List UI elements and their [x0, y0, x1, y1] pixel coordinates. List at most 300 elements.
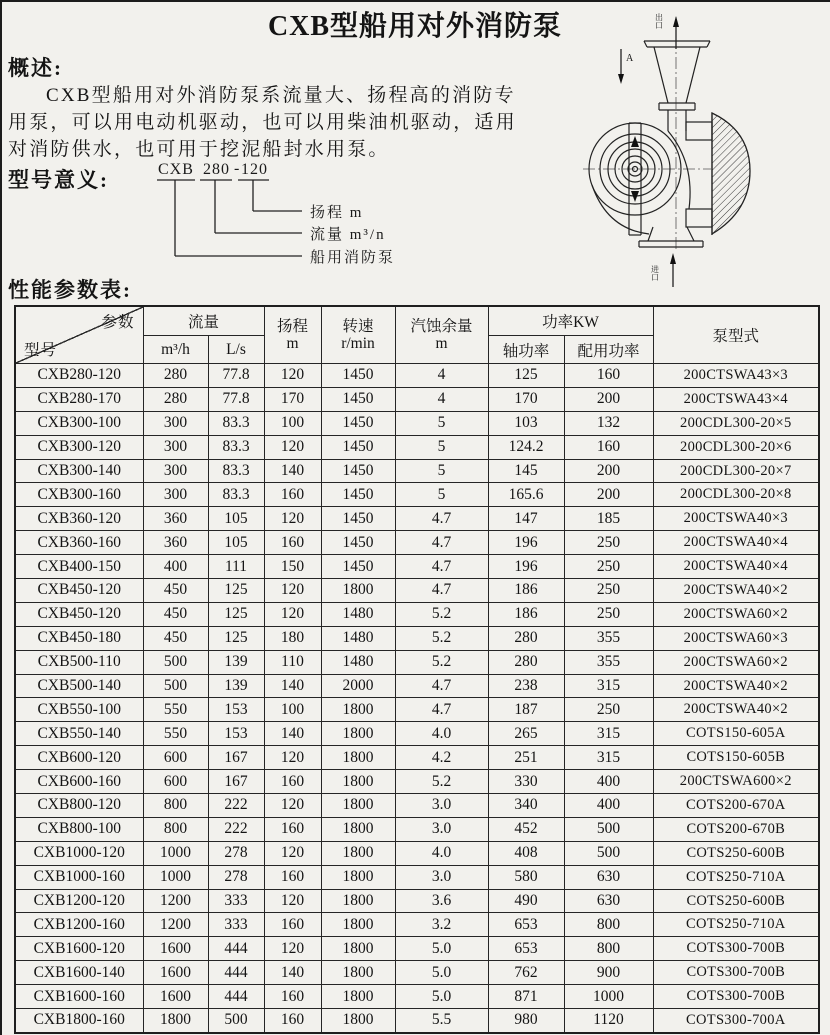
header-head-title: 扬程: [277, 318, 309, 335]
shaft-power-cell: 265: [488, 722, 564, 746]
pump-type-cell: 200CTSWA40×2: [653, 579, 819, 603]
flow-ls-cell: 139: [208, 650, 264, 674]
rated-power-cell: 250: [564, 698, 653, 722]
view-a-arrow: [618, 49, 624, 84]
shaft-power-cell: 280: [488, 626, 564, 650]
shaft-power-cell: 170: [488, 387, 564, 411]
table-row: [15, 937, 819, 961]
npsh-cell: 3.0: [395, 794, 488, 818]
flow-ls-cell: 444: [208, 961, 264, 985]
npsh-cell: 5: [395, 435, 488, 459]
head-cell: 160: [264, 817, 321, 841]
rated-power-cell: 400: [564, 770, 653, 794]
header-pump-type: 泵型式: [653, 306, 819, 364]
model-code-flow: 280: [203, 161, 230, 178]
head-cell: 170: [264, 387, 321, 411]
pump-type-cell: 200CTSWA40×3: [653, 507, 819, 531]
pump-type-cell: COTS250-710A: [653, 865, 819, 889]
pump-type-cell: 200CDL300-20×5: [653, 411, 819, 435]
header-speed: [321, 306, 395, 364]
table-row: [15, 531, 819, 555]
npsh-cell: 4.0: [395, 722, 488, 746]
model-meaning-heading: 型号意义:: [8, 168, 109, 192]
flow-ls-cell: 125: [208, 626, 264, 650]
flow-ls-cell: 153: [208, 698, 264, 722]
model-cell: CXB300-100: [15, 411, 143, 435]
flow-ls-cell: 500: [208, 1009, 264, 1033]
rated-power-cell: 160: [564, 364, 653, 388]
rated-power-cell: 250: [564, 579, 653, 603]
npsh-cell: 5.0: [395, 961, 488, 985]
flow-m3h-cell: 1600: [143, 985, 208, 1009]
model-cell: CXB1600-120: [15, 937, 143, 961]
flow-ls-cell: 83.3: [208, 435, 264, 459]
speed-cell: 1450: [321, 507, 395, 531]
table-row: [15, 459, 819, 483]
head-cell: 160: [264, 985, 321, 1009]
flow-m3h-cell: 500: [143, 674, 208, 698]
head-cell: 160: [264, 531, 321, 555]
head-cell: 120: [264, 579, 321, 603]
shaft-power-cell: 147: [488, 507, 564, 531]
npsh-cell: 5: [395, 411, 488, 435]
flow-ls-cell: 105: [208, 507, 264, 531]
model-cell: CXB400-150: [15, 555, 143, 579]
table-row: [15, 889, 819, 913]
table-row: [15, 555, 819, 579]
rated-power-cell: 200: [564, 483, 653, 507]
npsh-cell: 4.7: [395, 674, 488, 698]
table-row: [15, 435, 819, 459]
flow-m3h-cell: 450: [143, 579, 208, 603]
shaft-power-cell: 871: [488, 985, 564, 1009]
flow-ls-cell: 83.3: [208, 459, 264, 483]
pump-type-cell: COTS300-700B: [653, 961, 819, 985]
npsh-cell: 5.0: [395, 937, 488, 961]
section-arrow-down: [631, 191, 639, 202]
flow-m3h-cell: 600: [143, 770, 208, 794]
model-cell: CXB360-120: [15, 507, 143, 531]
shaft-power-cell: 762: [488, 961, 564, 985]
flow-m3h-cell: 800: [143, 794, 208, 818]
header-npsh-unit: m: [435, 335, 448, 352]
model-cell: CXB450-120: [15, 579, 143, 603]
head-cell: 100: [264, 698, 321, 722]
shaft-power-cell: 125: [488, 364, 564, 388]
shaft-power-cell: 251: [488, 746, 564, 770]
model-cell: CXB1000-160: [15, 865, 143, 889]
overview-line: CXB型船用对外消防泵系流量大、扬程高的消防专: [46, 85, 516, 106]
flow-m3h-cell: 1200: [143, 889, 208, 913]
npsh-cell: 3.2: [395, 913, 488, 937]
model-designation-diagram: [145, 158, 490, 280]
header-head-unit: m: [286, 335, 299, 352]
model-cell: CXB300-120: [15, 435, 143, 459]
model-cell: CXB1800-160: [15, 1009, 143, 1033]
table-row: [15, 411, 819, 435]
pump-type-cell: 200CDL300-20×8: [653, 483, 819, 507]
shaft-power-cell: 580: [488, 865, 564, 889]
head-cell: 120: [264, 507, 321, 531]
flow-ls-cell: 77.8: [208, 387, 264, 411]
marine-fire-pump-label: 船用消防泵: [310, 250, 396, 266]
flow-m3h-cell: 550: [143, 722, 208, 746]
speed-cell: 1800: [321, 579, 395, 603]
flow-ls-cell: 83.3: [208, 483, 264, 507]
npsh-cell: 4.7: [395, 531, 488, 555]
npsh-cell: 4.0: [395, 841, 488, 865]
table-row: [15, 483, 819, 507]
shaft-power-cell: 187: [488, 698, 564, 722]
speed-cell: 1800: [321, 1009, 395, 1033]
npsh-cell: 3.0: [395, 865, 488, 889]
speed-cell: 1800: [321, 794, 395, 818]
overview-line: 对消防供水，也可用于挖泥船封水用泵。: [8, 139, 390, 160]
speed-cell: 1480: [321, 626, 395, 650]
performance-table: [14, 305, 820, 1034]
head-cell: 110: [264, 650, 321, 674]
flow-m3h-cell: 450: [143, 626, 208, 650]
flow-ls-cell: 111: [208, 555, 264, 579]
shaft-power-cell: 280: [488, 650, 564, 674]
pump-type-cell: 200CTSWA40×2: [653, 674, 819, 698]
speed-cell: 1800: [321, 770, 395, 794]
hatched-section: [712, 113, 750, 234]
flow-m3h-cell: 280: [143, 387, 208, 411]
pump-type-cell: 200CDL300-20×6: [653, 435, 819, 459]
inlet-label: 进口: [650, 265, 660, 281]
flow-ls-cell: 77.8: [208, 364, 264, 388]
table-row: [15, 913, 819, 937]
flow-ls-cell: 167: [208, 770, 264, 794]
flow-m3h-cell: 550: [143, 698, 208, 722]
rated-power-cell: 900: [564, 961, 653, 985]
npsh-cell: 5.2: [395, 650, 488, 674]
flow-unit-label: 流量 m³/n: [310, 227, 386, 243]
model-code-separator: -: [234, 160, 240, 177]
shaft-power-cell: 653: [488, 937, 564, 961]
table-row: [15, 985, 819, 1009]
head-cell: 140: [264, 674, 321, 698]
npsh-cell: 5.2: [395, 770, 488, 794]
model-cell: CXB280-120: [15, 364, 143, 388]
head-cell: 160: [264, 770, 321, 794]
shaft-power-cell: 340: [488, 794, 564, 818]
shaft-power-cell: 980: [488, 1009, 564, 1033]
pump-type-cell: COTS250-600B: [653, 841, 819, 865]
model-cell: CXB550-100: [15, 698, 143, 722]
npsh-cell: 5: [395, 483, 488, 507]
head-cell: 140: [264, 722, 321, 746]
model-cell: CXB1600-140: [15, 961, 143, 985]
flow-ls-cell: 444: [208, 985, 264, 1009]
speed-cell: 1800: [321, 817, 395, 841]
pump-type-cell: 200CTSWA60×3: [653, 626, 819, 650]
overview-heading: 概述:: [8, 56, 63, 80]
page-left-border: [0, 0, 2, 1035]
pump-type-cell: 200CTSWA40×4: [653, 555, 819, 579]
speed-cell: 1800: [321, 698, 395, 722]
flow-ls-cell: 153: [208, 722, 264, 746]
speed-cell: 1450: [321, 435, 395, 459]
pump-type-cell: COTS150-605A: [653, 722, 819, 746]
npsh-cell: 3.0: [395, 817, 488, 841]
table-body: [15, 364, 819, 1033]
shaft-power-cell: 165.6: [488, 483, 564, 507]
flow-m3h-cell: 300: [143, 435, 208, 459]
header-head: [264, 306, 321, 364]
npsh-cell: 4.7: [395, 698, 488, 722]
table-row: [15, 1009, 819, 1033]
table-row: [15, 674, 819, 698]
pump-type-cell: COTS200-670B: [653, 817, 819, 841]
shaft-power-cell: 330: [488, 770, 564, 794]
head-cell: 140: [264, 961, 321, 985]
model-cell: CXB450-120: [15, 602, 143, 626]
header-shaft-power: 轴功率: [488, 336, 564, 364]
head-cell: 120: [264, 602, 321, 626]
page-top-border: [0, 0, 830, 2]
speed-cell: 1450: [321, 411, 395, 435]
model-cell: CXB550-140: [15, 722, 143, 746]
shaft-power-cell: 196: [488, 531, 564, 555]
flow-ls-cell: 125: [208, 579, 264, 603]
model-cell: CXB1200-120: [15, 889, 143, 913]
speed-cell: 1480: [321, 650, 395, 674]
flow-ls-cell: 139: [208, 674, 264, 698]
pump-type-cell: 200CTSWA43×4: [653, 387, 819, 411]
flow-ls-cell: 167: [208, 746, 264, 770]
npsh-cell: 5.5: [395, 1009, 488, 1033]
head-cell: 180: [264, 626, 321, 650]
shaft-power-cell: 238: [488, 674, 564, 698]
overview-paragraph: [8, 82, 598, 163]
flow-ls-cell: 125: [208, 602, 264, 626]
pump-type-cell: 200CTSWA40×4: [653, 531, 819, 555]
flow-m3h-cell: 450: [143, 602, 208, 626]
flow-m3h-cell: 800: [143, 817, 208, 841]
flow-ls-cell: 333: [208, 913, 264, 937]
head-unit-label: 扬程 m: [310, 205, 364, 221]
rated-power-cell: 315: [564, 746, 653, 770]
rated-power-cell: 400: [564, 794, 653, 818]
head-cell: 160: [264, 865, 321, 889]
flow-m3h-cell: 1000: [143, 865, 208, 889]
npsh-cell: 4.7: [395, 579, 488, 603]
page-title: CXB型船用对外消防泵: [267, 11, 563, 42]
header-flow-m3h: m³/h: [143, 336, 208, 364]
flow-m3h-cell: 1000: [143, 841, 208, 865]
model-code-head: 120: [241, 161, 268, 178]
pump-type-cell: 200CTSWA600×2: [653, 770, 819, 794]
model-cell: CXB300-160: [15, 483, 143, 507]
head-cell: 120: [264, 841, 321, 865]
outlet-label: 出口: [654, 13, 664, 29]
pump-type-cell: COTS300-700B: [653, 985, 819, 1009]
model-cell: CXB500-140: [15, 674, 143, 698]
view-a-label: A: [626, 53, 634, 64]
head-cell: 120: [264, 794, 321, 818]
flow-ls-cell: 222: [208, 817, 264, 841]
table-row: [15, 579, 819, 603]
flow-ls-cell: 105: [208, 531, 264, 555]
flow-m3h-cell: 400: [143, 555, 208, 579]
table-row: [15, 650, 819, 674]
speed-cell: 1450: [321, 364, 395, 388]
pump-type-cell: 200CDL300-20×7: [653, 459, 819, 483]
model-cell: CXB300-140: [15, 459, 143, 483]
table-row: [15, 602, 819, 626]
flow-m3h-cell: 1600: [143, 937, 208, 961]
outlet-cone: [644, 41, 710, 131]
rated-power-cell: 315: [564, 722, 653, 746]
table-row: [15, 722, 819, 746]
rated-power-cell: 630: [564, 865, 653, 889]
section-arrow-up: [631, 136, 639, 147]
speed-cell: 2000: [321, 674, 395, 698]
npsh-cell: 4.7: [395, 507, 488, 531]
table-row: [15, 841, 819, 865]
speed-cell: 1800: [321, 746, 395, 770]
rated-power-cell: 250: [564, 555, 653, 579]
speed-cell: 1450: [321, 387, 395, 411]
head-cell: 120: [264, 364, 321, 388]
header-power: 功率KW: [488, 306, 653, 336]
flow-m3h-cell: 300: [143, 459, 208, 483]
rated-power-cell: 250: [564, 602, 653, 626]
shaft-power-cell: 186: [488, 579, 564, 603]
pump-type-cell: 200CTSWA60×2: [653, 602, 819, 626]
header-model-param: [15, 306, 143, 364]
table-row: [15, 746, 819, 770]
flow-m3h-cell: 500: [143, 650, 208, 674]
shaft-power-cell: 653: [488, 913, 564, 937]
header-speed-unit: r/min: [341, 335, 375, 352]
flow-m3h-cell: 280: [143, 364, 208, 388]
table-row: [15, 794, 819, 818]
model-cell: CXB800-100: [15, 817, 143, 841]
outlet-arrow: [673, 16, 679, 49]
shaft-power-cell: 124.2: [488, 435, 564, 459]
performance-table-heading: 性能参数表:: [8, 278, 132, 302]
flow-ls-cell: 444: [208, 937, 264, 961]
npsh-cell: 3.6: [395, 889, 488, 913]
flow-ls-cell: 222: [208, 794, 264, 818]
model-cell: CXB600-160: [15, 770, 143, 794]
flow-m3h-cell: 360: [143, 507, 208, 531]
rated-power-cell: 1120: [564, 1009, 653, 1033]
model-cell: CXB800-120: [15, 794, 143, 818]
flow-ls-cell: 83.3: [208, 411, 264, 435]
table-row: [15, 507, 819, 531]
head-cell: 160: [264, 1009, 321, 1033]
model-cell: CXB1600-160: [15, 985, 143, 1009]
speed-cell: 1800: [321, 865, 395, 889]
npsh-cell: 4: [395, 364, 488, 388]
speed-cell: 1800: [321, 889, 395, 913]
model-cell: CXB1200-160: [15, 913, 143, 937]
speed-cell: 1450: [321, 555, 395, 579]
npsh-cell: 5.2: [395, 626, 488, 650]
shaft-power-cell: 186: [488, 602, 564, 626]
model-cell: CXB280-170: [15, 387, 143, 411]
table-row: [15, 387, 819, 411]
rated-power-cell: 800: [564, 937, 653, 961]
rated-power-cell: 132: [564, 411, 653, 435]
rated-power-cell: 315: [564, 674, 653, 698]
model-cell: CXB1000-120: [15, 841, 143, 865]
pump-type-cell: COTS250-710A: [653, 913, 819, 937]
npsh-cell: 5.0: [395, 985, 488, 1009]
header-npsh-title: 汽蚀余量: [410, 318, 473, 335]
shaft-power-cell: 490: [488, 889, 564, 913]
header-flow: 流量: [143, 306, 264, 336]
head-cell: 160: [264, 483, 321, 507]
npsh-cell: 5.2: [395, 602, 488, 626]
flow-m3h-cell: 360: [143, 531, 208, 555]
shaft-power-cell: 452: [488, 817, 564, 841]
rated-power-cell: 800: [564, 913, 653, 937]
model-cell: CXB500-110: [15, 650, 143, 674]
speed-cell: 1800: [321, 841, 395, 865]
table-row: [15, 626, 819, 650]
header-speed-title: 转速: [342, 318, 374, 335]
npsh-cell: 4.2: [395, 746, 488, 770]
speed-cell: 1480: [321, 602, 395, 626]
pump-type-cell: COTS150-605B: [653, 746, 819, 770]
table-row: [15, 817, 819, 841]
rated-power-cell: 1000: [564, 985, 653, 1009]
head-cell: 100: [264, 411, 321, 435]
head-cell: 150: [264, 555, 321, 579]
flow-ls-cell: 333: [208, 889, 264, 913]
pump-type-cell: 200CTSWA43×3: [653, 364, 819, 388]
rated-power-cell: 630: [564, 889, 653, 913]
header-param-label: 参数: [101, 314, 135, 331]
table-row: [15, 698, 819, 722]
speed-cell: 1800: [321, 961, 395, 985]
rated-power-cell: 500: [564, 841, 653, 865]
rated-power-cell: 250: [564, 531, 653, 555]
header-npsh: [395, 306, 488, 364]
casing-brackets: [668, 113, 712, 235]
overview-line: 用泵，可以用电动机驱动，也可以用柴油机驱动，适用: [8, 112, 517, 133]
shaft-power-cell: 103: [488, 411, 564, 435]
shaft-power-cell: 408: [488, 841, 564, 865]
head-cell: 120: [264, 746, 321, 770]
head-cell: 120: [264, 937, 321, 961]
header-rated-power: 配用功率: [564, 336, 653, 364]
rated-power-cell: 355: [564, 650, 653, 674]
speed-cell: 1450: [321, 483, 395, 507]
flow-m3h-cell: 600: [143, 746, 208, 770]
model-code-prefix: CXB: [158, 161, 194, 178]
shaft-power-cell: 196: [488, 555, 564, 579]
speed-cell: 1800: [321, 985, 395, 1009]
rated-power-cell: 355: [564, 626, 653, 650]
speed-cell: 1800: [321, 937, 395, 961]
table-row: [15, 961, 819, 985]
flow-m3h-cell: 1800: [143, 1009, 208, 1033]
rated-power-cell: 200: [564, 459, 653, 483]
table-row: [15, 364, 819, 388]
speed-cell: 1450: [321, 459, 395, 483]
npsh-cell: 4: [395, 387, 488, 411]
speed-cell: 1800: [321, 913, 395, 937]
model-cell: CXB360-160: [15, 531, 143, 555]
head-cell: 140: [264, 459, 321, 483]
inlet-arrow: [670, 253, 676, 287]
